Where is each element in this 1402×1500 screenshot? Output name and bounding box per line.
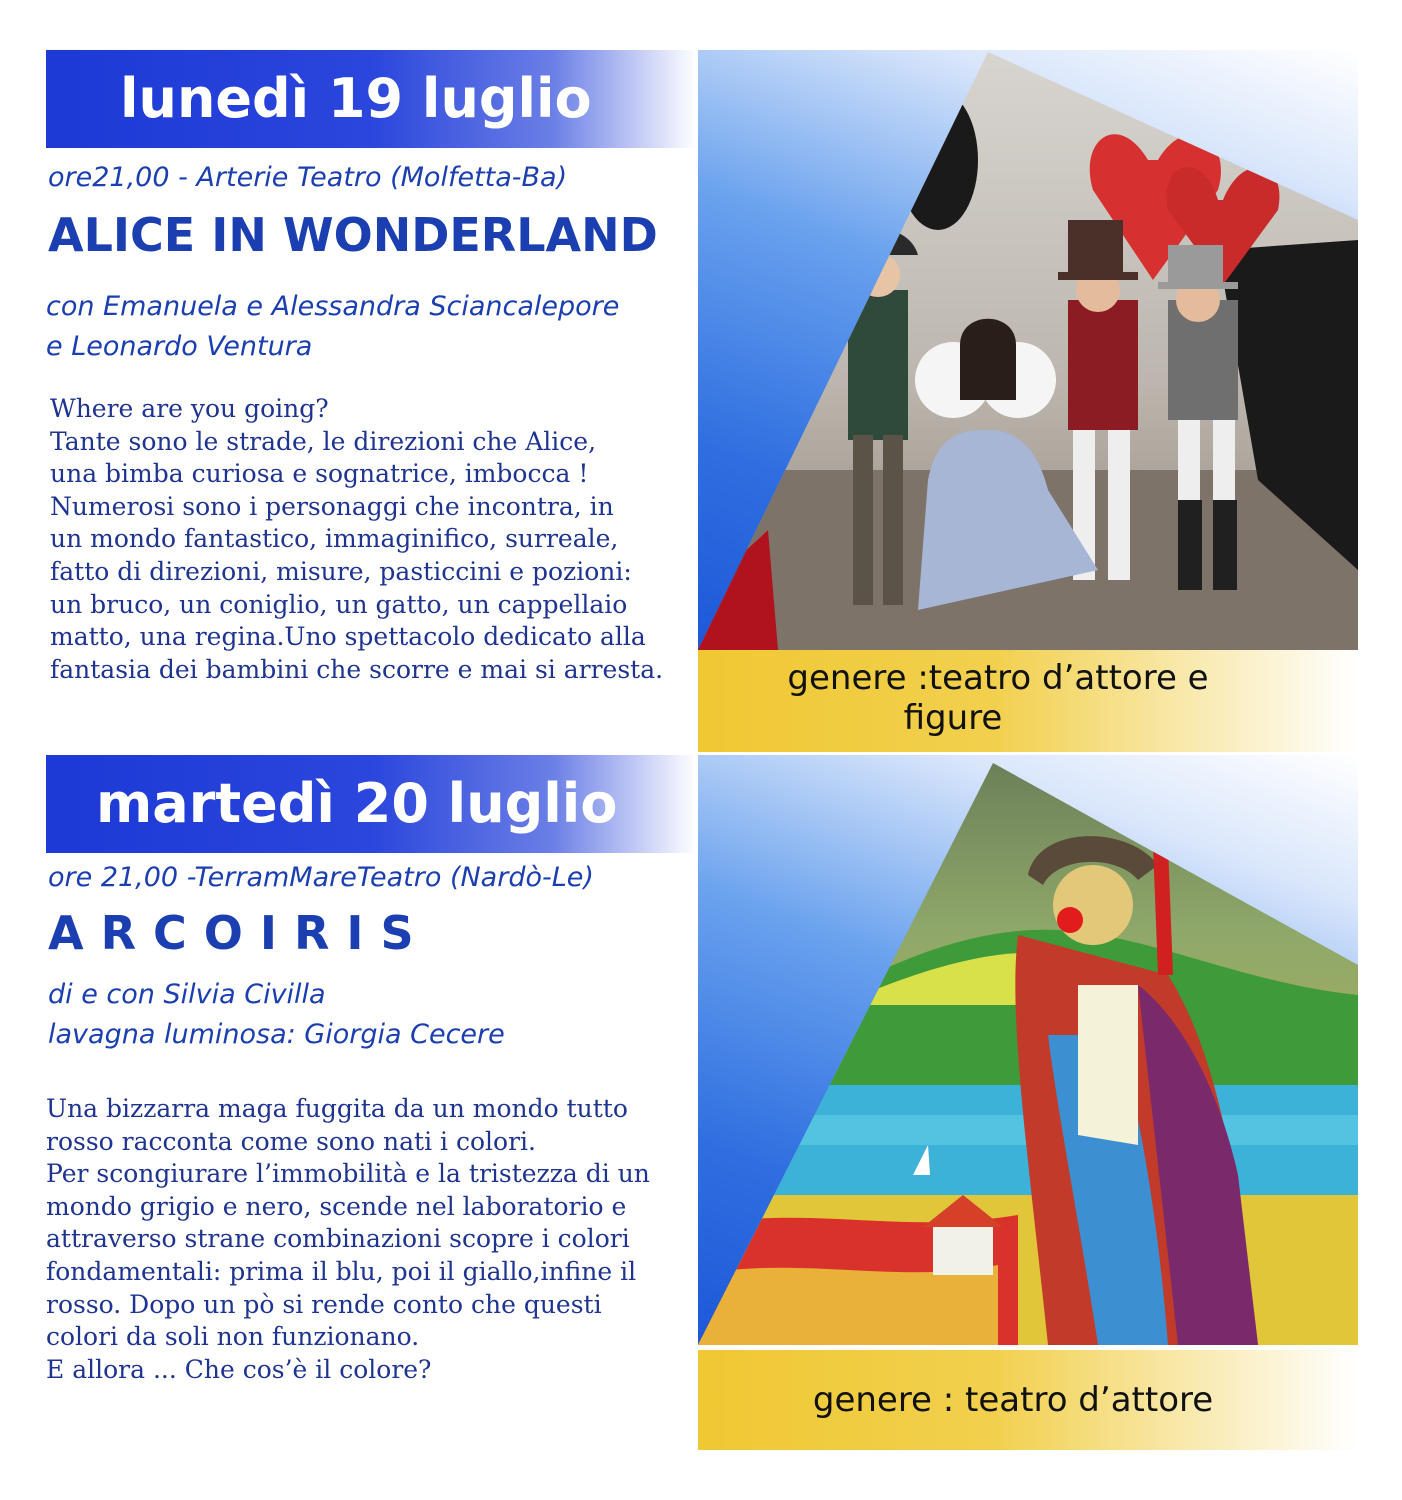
- event1-desc-line: Numerosi sono i personaggi che incontra, in: [50, 491, 614, 521]
- event1-desc-line: fatto di direzioni, misure, pasticcini e pozioni:: [50, 556, 632, 586]
- event1-credits: [46, 287, 619, 367]
- event2-desc-line: Per scongiurare l’immobilità e la tristezza di un: [46, 1159, 650, 1189]
- event2-credit-line: lavagna luminosa: Giorgia Cecere: [48, 1019, 505, 1050]
- event2-genre-bar: [698, 1350, 1358, 1450]
- event1-photo-panel: [698, 50, 1358, 650]
- date-banner-2: [46, 755, 696, 853]
- event2-photo: [698, 755, 1358, 1345]
- event1-desc-line: matto, una regina.Uno spettacolo dedicato alla: [50, 622, 646, 652]
- event2-desc-line: E allora ... Che cos’è il colore?: [46, 1354, 432, 1384]
- event1-photo: [698, 50, 1358, 650]
- event2-time-venue: ore 21,00 -TerramMareTeatro (Nardò-Le): [48, 862, 594, 893]
- event1-genre-line: genere :teatro d’attore e: [787, 658, 1209, 698]
- event1-desc-line: Where are you going?: [50, 394, 329, 423]
- event1-credit-line: con Emanuela e Alessandra Sciancalepore: [46, 291, 620, 322]
- event2-desc-line: mondo grigio e nero, scende nel laboratorio e: [46, 1191, 627, 1221]
- event2-date: martedì 20 luglio: [96, 772, 618, 835]
- event1-desc-line: una bimba curiosa e sognatrice, imbocca !: [50, 459, 589, 489]
- event2-desc-line: fondamentali: prima il blu, poi il giallo,infine il: [46, 1256, 637, 1286]
- event1-date: lunedì 19 luglio: [120, 67, 592, 130]
- event2-title: ARCOIRIS: [48, 906, 431, 960]
- event2-credits: [48, 975, 505, 1055]
- event1-desc-line: Tante sono le strade, le direzioni che Alice,: [50, 426, 597, 456]
- event1-credit-line: e Leonardo Ventura: [46, 331, 313, 362]
- event1-description: [50, 393, 663, 686]
- event1-desc-line: un bruco, un coniglio, un gatto, un cappellaio: [50, 589, 628, 619]
- event2-genre-line: genere : teatro d’attore: [812, 1380, 1214, 1420]
- event1-desc-line: fantasia dei bambini che scorre e mai si arresta.: [50, 654, 664, 684]
- event2-desc-line: colori da soli non funzionano.: [46, 1322, 420, 1352]
- event2-desc-line: Una bizzarra maga fuggita da un mondo tutto: [46, 1094, 628, 1123]
- date-banner-1: [46, 50, 696, 148]
- event1-desc-line: un mondo fantastico, immaginifico, surreale,: [50, 524, 619, 554]
- event2-desc-line: rosso. Dopo un pò si rende conto che questi: [46, 1289, 602, 1319]
- event2-desc-line: attraverso strane combinazioni scopre i colori: [46, 1224, 630, 1254]
- event2-photo-panel: [698, 755, 1358, 1345]
- event2-description: [46, 1093, 650, 1386]
- event2-desc-line: rosso racconta come sono nati i colori.: [46, 1126, 536, 1156]
- event1-genre-bar: [698, 650, 1358, 752]
- event2-credit-line: di e con Silvia Civilla: [48, 979, 326, 1010]
- event1-genre-line: figure: [903, 698, 1003, 738]
- event1-time-venue: ore21,00 - Arterie Teatro (Molfetta-Ba): [48, 162, 568, 193]
- event1-title: ALICE IN WONDERLAND: [48, 208, 658, 262]
